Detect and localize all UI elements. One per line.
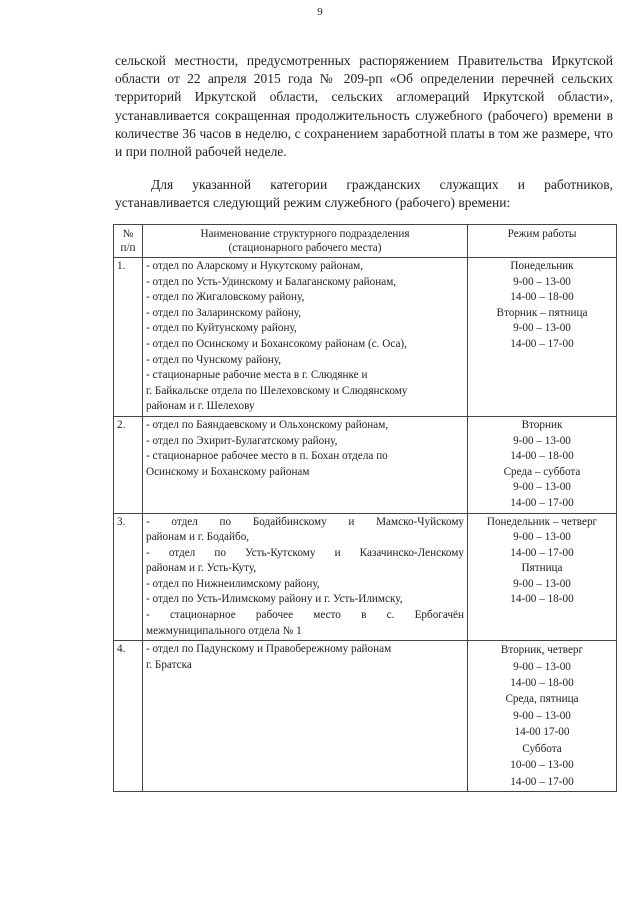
row-number: 3. [114,513,143,641]
unit-list [143,416,468,513]
unit-line: - отдел по Эхирит-Булагатскому району, [146,434,338,447]
schedule-cell [468,513,617,641]
table-row [114,416,617,513]
unit-line: г. Братска [146,658,192,671]
unit-line: - отдел по Куйтунскому району, [146,322,297,335]
schedule-line: 14-00 – 17-00 [510,546,574,559]
body-paragraph-2: Для указанной категории гражданских служащих и работников, устанавливается следующий режим служебного (рабочего) времени: [115,177,613,211]
schedule-line: 9-00 – 13-00 [513,322,571,335]
unit-line: районам и г. Шелехову [146,400,255,413]
row-number: 4. [114,641,143,792]
header-number-line: № [122,228,134,240]
table-row [114,513,617,641]
row-number: 1. [114,258,143,417]
schedule-line: 9-00 – 13-00 [513,709,571,722]
schedule-line: Вторник, четверг [500,644,584,657]
page-number: 9 [317,6,323,18]
unit-list [143,513,468,641]
schedule-line: 14-00 – 18-00 [510,291,574,304]
unit-line: - отдел по Усть-Илимскому району и г. Усть-Илимску, [146,593,403,606]
schedule-line: 14-00 – 17-00 [510,775,574,788]
unit-line: районам и г. Усть-Куту, [146,562,257,575]
row-number: 2. [114,416,143,513]
unit-line: - отдел по Падунскому и Правобережному районам [146,643,392,656]
unit-line: - отдел по Усть-Удинскому и Балаганскому районам, [146,275,397,288]
table-row [114,258,617,417]
schedule-line: Среда, пятница [505,693,579,706]
schedule-line: Вторник – пятница [496,306,588,319]
unit-line: - отдел по Чунскому району, [146,353,282,366]
unit-line: г. Байкальске отдела по Шелеховскому и Слюдянскому [146,384,408,397]
table-header-row [114,225,617,258]
header-work-mode: Режим работы [468,225,617,258]
unit-line: - отдел по Нижнеилимскому району, [146,577,320,590]
unit-line: - стационарные рабочие места в г. Слюдянке и [146,369,368,382]
unit-line: - отдел по Осинскому и Бохансокому районам (с. Оса), [146,337,407,350]
schedule-line: 10-00 – 13-00 [510,759,574,772]
schedule-line: Вторник [521,418,563,431]
schedule-line: 9-00 – 13-00 [513,577,571,590]
unit-line: - отдел по Жигаловскому району, [146,291,305,304]
unit-line: - отдел по Усть-Кутскому и Казачинско-Ленскому [146,546,464,559]
schedule-line: 9-00 – 13-00 [513,481,571,494]
schedule-line: 14-00 – 17-00 [510,337,574,350]
unit-line: - стационарное рабочее место в с. Ербогачён [146,609,464,622]
schedule-line: Среда – суббота [503,465,581,478]
unit-line: Осинскому и Боханскому районам [146,465,310,478]
table-row [114,641,617,792]
unit-line: - отдел по Заларинскому району, [146,306,301,319]
unit-line: районам и г. Бодайбо, [146,531,250,544]
schedule-line: Пятница [521,562,563,575]
schedule-line: 14-00 – 18-00 [510,593,574,606]
unit-line: - отдел по Бодайбинскому и Мамско-Чуйскому [146,515,464,528]
work-schedule-table [113,224,617,792]
unit-list [143,641,468,792]
header-number [114,225,143,258]
schedule-line: 14-00 – 18-00 [510,677,574,690]
header-number-line: п/п [120,242,136,254]
schedule-line: 9-00 – 13-00 [513,434,571,447]
schedule-line: Понедельник [510,260,574,272]
unit-line: межмуниципального отдела № 1 [146,624,302,637]
header-unit-name-line: (стационарного рабочего места) [228,242,382,254]
unit-list [143,258,468,417]
unit-line: - стационарное рабочее место в п. Бохан отдела по [146,450,388,463]
schedule-line: 14-00 17-00 [514,726,570,739]
schedule-line: Суббота [522,742,562,755]
schedule-line: 9-00 – 13-00 [513,660,571,673]
unit-line: - отдел по Баяндаевскому и Ольхонскому районам, [146,418,389,431]
schedule-line: Понедельник – четверг [486,515,598,528]
schedule-cell [468,416,617,513]
schedule-line: 14-00 – 17-00 [510,496,574,509]
unit-line: - отдел по Аларскому и Нукутскому районам, [146,260,364,272]
schedule-line: 9-00 – 13-00 [513,531,571,544]
schedule-line: 14-00 – 18-00 [510,450,574,463]
schedule-cell [468,641,617,792]
schedule-cell [468,258,617,417]
body-paragraph-1: сельской местности, предусмотренных распоряжением Правительства Иркутской области от 22 апреля 2015 года № 209-рп «Об определении перечней сельских территорий Иркутской области, сельских агломераций Иркутской области», устанавливается сокращенная продолжительность служебного (рабочего) времени в количестве 36 часов в неделю, с сохранением заработной платы в том же размере, что и при полной рабочей неделе. [115,53,613,160]
schedule-line: 9-00 – 13-00 [513,275,571,288]
header-unit-name-line: Наименование структурного подразделения [200,228,410,240]
header-unit-name [143,225,468,258]
